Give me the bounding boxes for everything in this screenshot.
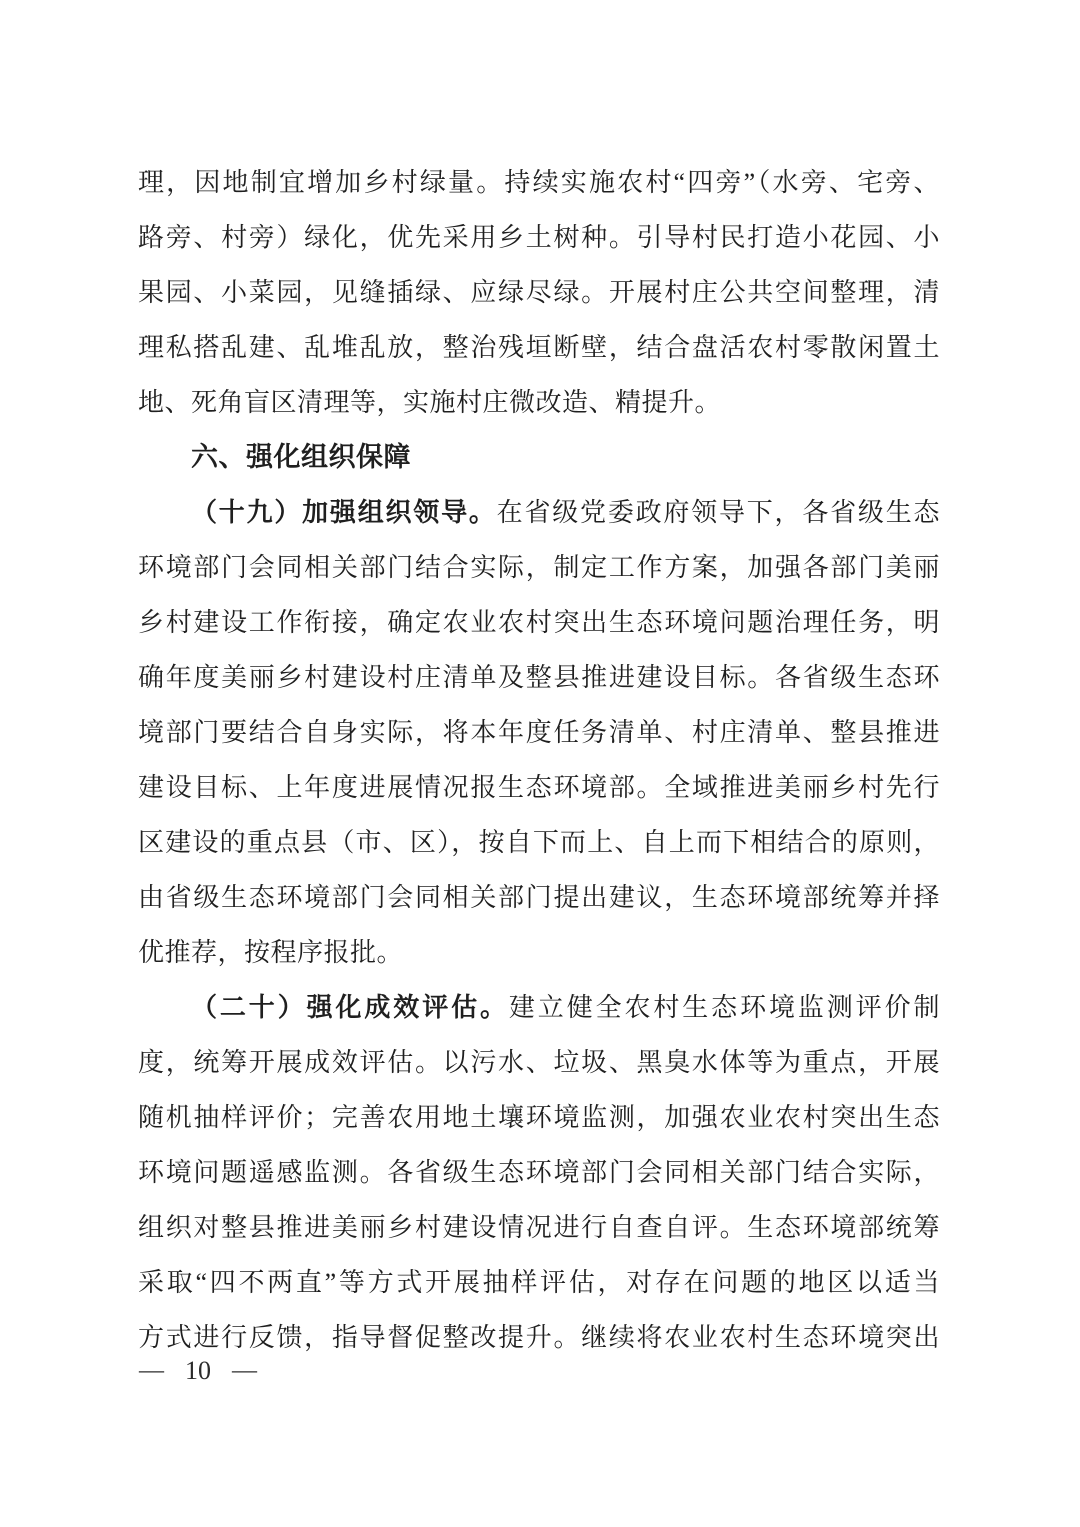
body-text: 方式进行反馈，指导督促整改提升。继续将农业农村生态环境突出: [138, 1323, 940, 1352]
bold-text: （十九）加强组织领导。: [191, 498, 497, 527]
body-text: 组织对整县推进美丽乡村建设情况进行自查自评。生态环境部统筹: [138, 1213, 940, 1242]
body-text: 建立健全农村生态环境监测评价制: [508, 993, 940, 1022]
body-text: 建设目标、上年度进展情况报生态环境部。全域推进美丽乡村先行: [138, 773, 940, 802]
text-line: [138, 760, 940, 815]
page-footer: [139, 1356, 257, 1386]
body-text: 确年度美丽乡村建设村庄清单及整县推进建设目标。各省级生态环: [138, 663, 940, 692]
body-text: 采取“四不两直”等方式开展抽样评估，对存在问题的地区以适当: [138, 1268, 940, 1297]
body-text: 由省级生态环境部门会同相关部门提出建议，生态环境部统筹并择: [138, 883, 940, 912]
body-text: 路旁、村旁）绿化，优先采用乡土树种。引导村民打造小花园、小: [138, 223, 940, 252]
body-text: 环境部门会同相关部门结合实际，制定工作方案，加强各部门美丽: [138, 553, 940, 582]
text-line: [138, 595, 940, 650]
text-line: [138, 1200, 940, 1255]
text-line: [138, 210, 940, 265]
text-line: [138, 1090, 940, 1145]
text-line: [138, 705, 940, 760]
body-text: 地、死角盲区清理等，实施村庄微改造、精提升。: [138, 388, 722, 417]
footer-right-dash: —: [232, 1357, 257, 1384]
bold-text: 六、强化组织保障: [191, 442, 411, 472]
text-line: [138, 650, 940, 705]
body-text: 乡村建设工作衔接，确定农业农村突出生态环境问题治理任务，明: [138, 608, 940, 637]
body-text: 果园、小菜园，见缝插绿、应绿尽绿。开展村庄公共空间整理，清: [138, 278, 940, 307]
text-line: [138, 320, 940, 375]
text-line: [138, 375, 940, 430]
bold-text: （二十）强化成效评估。: [191, 993, 509, 1022]
text-line: [138, 1035, 940, 1090]
body-text: 度，统筹开展成效评估。以污水、垃圾、黑臭水体等为重点，开展: [138, 1048, 940, 1077]
text-line: [138, 980, 940, 1035]
text-line: [138, 1145, 940, 1200]
text-line: [138, 870, 940, 925]
document-body: [138, 155, 940, 1365]
body-text: 理，因地制宜增加乡村绿量。持续实施农村“四旁”（水旁、宅旁、: [138, 168, 940, 197]
body-text: 环境问题遥感监测。各省级生态环境部门会同相关部门结合实际，: [138, 1158, 940, 1187]
text-line: [138, 925, 940, 980]
text-line: [138, 815, 940, 870]
body-text: 在省级党委政府领导下，各省级生态: [496, 498, 940, 527]
page-number: 10: [185, 1356, 211, 1385]
text-line: [138, 155, 940, 210]
footer-left-dash: —: [139, 1357, 164, 1384]
text-line: [138, 1255, 940, 1310]
text-line: [138, 540, 940, 595]
body-text: 随机抽样评价；完善农用地土壤环境监测，加强农业农村突出生态: [138, 1103, 940, 1132]
body-text: 优推荐，按程序报批。: [138, 938, 404, 967]
body-text: 境部门要结合自身实际，将本年度任务清单、村庄清单、整县推进: [138, 718, 940, 747]
text-line: [138, 485, 940, 540]
body-text: 理私搭乱建、乱堆乱放，整治残垣断壁，结合盘活农村零散闲置土: [138, 333, 940, 362]
body-text: 区建设的重点县（市、区），按自下而上、自上而下相结合的原则，: [138, 828, 940, 857]
text-line: [138, 1310, 940, 1365]
section-heading: [138, 430, 940, 485]
text-line: [138, 265, 940, 320]
